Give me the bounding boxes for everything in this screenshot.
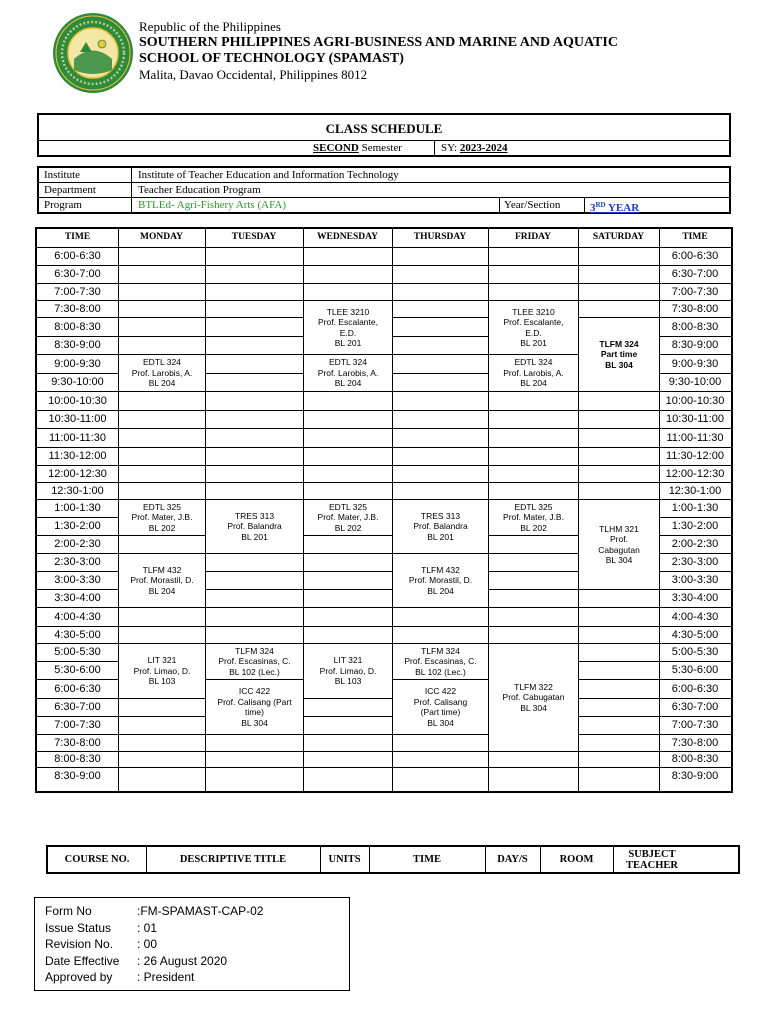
- country-text: Republic of the Philippines: [139, 19, 281, 34]
- class-block: [489, 644, 578, 751]
- class-block: [579, 318, 659, 391]
- header-time: TIME: [682, 232, 708, 242]
- time-cell-right: 4:00-4:30: [671, 610, 719, 623]
- department-label: Department: [44, 184, 96, 196]
- class-line: Prof. Cabugatan: [502, 692, 565, 703]
- header-thursday: THURSDAY: [413, 232, 467, 242]
- class-line: Prof. Larobis, A.: [131, 367, 193, 378]
- department-row: [39, 183, 729, 197]
- class-line: ICC 422: [238, 686, 271, 696]
- time-cell-left: 11:00-11:30: [48, 431, 107, 444]
- class-line: BL 204: [520, 378, 547, 389]
- grid-row-line: [37, 265, 731, 266]
- subject-col-header: COURSE NO.: [64, 854, 130, 865]
- header-wednesday: WEDNESDAY: [317, 232, 378, 242]
- form-label: Revision No.: [45, 937, 114, 951]
- header-friday: FRIDAY: [514, 232, 552, 242]
- school-year-text: [441, 141, 508, 155]
- time-cell-left: 2:00-2:30: [54, 538, 101, 550]
- time-cell-left: 3:30-4:00: [54, 592, 101, 604]
- time-cell-left: 12:30-1:00: [51, 484, 104, 497]
- school-address: Malita, Davao Occidental, Philippines 8012: [139, 67, 368, 82]
- year-section-label: Year/Section: [504, 199, 561, 211]
- class-line: BL 102 (Lec.): [229, 666, 280, 677]
- class-block: [304, 301, 392, 354]
- class-line: BL 202: [334, 522, 362, 533]
- class-line: BL 304: [605, 555, 633, 565]
- time-cell-right: 11:00-11:30: [666, 431, 724, 444]
- class-block: [489, 500, 578, 535]
- time-cell-left: 6:30-7:00: [54, 268, 101, 280]
- school-header: [139, 19, 618, 83]
- class-line: BL 304: [520, 702, 547, 713]
- class-line: Prof. Mater, J.B.: [131, 512, 193, 523]
- grid-row-line: [37, 428, 731, 429]
- semester-value: SECOND: [313, 142, 359, 154]
- school-name-line1: SOUTHERN PHILIPPINES AGRI-BUSINESS AND MARINE AND AQUATIC: [139, 35, 618, 50]
- subject-col-header: TIME: [412, 854, 441, 865]
- class-line: Part time: [600, 349, 638, 360]
- class-block: [119, 500, 205, 535]
- class-line: BL 201: [520, 338, 547, 348]
- class-line: TRES 313: [420, 510, 461, 521]
- time-cell-left: 7:30-8:00: [54, 302, 101, 315]
- time-cell-right: 7:00-7:30: [671, 285, 719, 298]
- time-cell-right: 4:30-5:00: [671, 628, 719, 641]
- time-cell-right: 10:00-10:30: [665, 394, 725, 407]
- sy-label: SY:: [441, 142, 458, 154]
- class-line: TLFM 324: [235, 645, 274, 656]
- time-cell-left: 1:30-2:00: [54, 520, 101, 532]
- header-monday: MONDAY: [140, 232, 183, 242]
- class-line: LIT 321: [147, 655, 177, 666]
- subject-col-divider: [540, 847, 541, 872]
- class-line: Prof. Limao, D.: [319, 665, 377, 676]
- program-value: BTLEd- Agri-Fishery Arts (AFA): [138, 199, 286, 211]
- subject-table-header: [46, 845, 740, 874]
- time-cell-right: 11:30-12:00: [666, 450, 724, 462]
- time-cell-right: 6:30-7:00: [671, 701, 719, 713]
- class-line: TLFM 432: [421, 564, 460, 575]
- class-line: BL 202: [148, 522, 176, 533]
- grid-row-line: [37, 283, 731, 284]
- time-cell-left: 8:30-9:00: [54, 339, 101, 351]
- time-cell-right: 3:30-4:00: [671, 592, 719, 604]
- class-line: Prof. Balandra: [227, 521, 282, 532]
- time-cell-right: 8:00-8:30: [671, 753, 719, 765]
- class-line: Prof. Balandra: [413, 521, 468, 532]
- subject-col-divider: [613, 847, 614, 872]
- institute-value: Institute of Teacher Education and Information Technology: [138, 169, 399, 181]
- class-line: BL 204: [334, 378, 362, 389]
- time-cell-right: 1:00-1:30: [671, 502, 719, 514]
- time-cell-right: 8:00-8:30: [671, 320, 719, 333]
- year-ordinal: RD: [595, 201, 606, 209]
- form-label: Issue Status: [45, 920, 112, 935]
- class-line: TLFM 432: [142, 564, 182, 575]
- class-line: Prof. Larobis, A.: [503, 367, 564, 378]
- class-line: TLFM 322: [514, 681, 553, 692]
- title-box: [37, 113, 731, 157]
- time-cell-right: 6:00-6:30: [671, 682, 719, 695]
- form-label: Form No: [45, 904, 92, 918]
- class-block: [489, 355, 578, 391]
- class-line: E.D.: [525, 327, 542, 338]
- time-cell-left: 10:00-10:30: [48, 394, 107, 407]
- class-line: BL 103: [334, 676, 362, 687]
- time-cell-right: 3:00-3:30: [671, 574, 719, 586]
- time-cell-left: 10:30-11:00: [48, 413, 107, 425]
- form-value: : President: [137, 970, 195, 984]
- class-line: Prof. Escasinas, C.: [218, 656, 291, 667]
- institute-label: Institute: [44, 169, 81, 181]
- institute-row: [39, 168, 729, 182]
- time-cell-right: 5:00-5:30: [671, 646, 719, 658]
- class-line: BL 201: [241, 531, 268, 542]
- class-line: Prof. Calisang (Part: [217, 696, 292, 707]
- class-line: Prof. Larobis, A.: [317, 367, 379, 378]
- time-cell-right: 12:00-12:30: [665, 467, 725, 480]
- class-line: TLFM 324: [599, 338, 639, 349]
- class-line: EDTL 324: [329, 357, 367, 368]
- document-title: CLASS SCHEDULE: [39, 115, 729, 141]
- time-cell-right: 7:30-8:00: [671, 302, 719, 315]
- class-block: [206, 500, 303, 553]
- header-time: TIME: [64, 232, 91, 242]
- class-line: TLHM 321: [599, 523, 639, 534]
- time-cell-left: 6:30-7:00: [54, 701, 101, 713]
- form-label: Date Effective: [45, 953, 120, 968]
- class-block: [393, 554, 488, 607]
- form-row: [45, 936, 345, 952]
- class-block: [206, 680, 303, 734]
- form-info-box: [34, 897, 350, 991]
- subject-col-divider: [146, 847, 147, 872]
- class-line: BL 102 (Lec.): [415, 666, 466, 677]
- program-info-box: [37, 166, 731, 214]
- class-line: BL 201: [334, 338, 362, 348]
- grid-row-line: [37, 767, 731, 768]
- class-line: TLFM 324: [421, 645, 460, 656]
- class-line: BL 304: [605, 359, 633, 370]
- grid-row-line: [37, 410, 731, 411]
- class-line: EDTL 325: [329, 501, 367, 512]
- time-cell-left: 6:00-6:30: [54, 682, 101, 695]
- time-cell-right: 10:30-11:00: [666, 413, 724, 425]
- time-cell-left: 11:30-12:00: [48, 450, 107, 462]
- class-line: Prof. Morastil, D.: [130, 575, 194, 586]
- class-line: Prof. Calisang: [413, 696, 468, 707]
- class-line: Prof. Mater, J.B.: [317, 512, 379, 523]
- time-cell-left: 9:00-9:30: [54, 357, 101, 370]
- class-line: Prof. Mater, J.B.: [503, 512, 564, 523]
- form-value: : 00: [137, 937, 158, 951]
- class-block: [206, 644, 303, 679]
- time-cell-left: 8:30-9:00: [54, 769, 101, 782]
- time-cell-left: 7:30-8:00: [54, 736, 101, 749]
- time-cell-left: 9:30-10:00: [51, 376, 104, 388]
- class-line: E.D.: [339, 327, 357, 338]
- class-line: TLEE 3210: [512, 306, 555, 317]
- grid-row-line: [37, 607, 731, 608]
- time-cell-left: 1:00-1:30: [54, 502, 101, 514]
- time-cell-right: 1:30-2:00: [671, 520, 719, 532]
- class-line: BL 204: [427, 585, 454, 596]
- sy-value: 2023-2024: [459, 142, 508, 154]
- subject-col-header: ROOM: [559, 854, 594, 865]
- grid-row-line: [37, 751, 731, 752]
- program-label: Program: [44, 199, 82, 211]
- form-row: [45, 920, 345, 936]
- subject-col-header: DAY/S: [497, 854, 528, 865]
- time-cell-right: 7:00-7:30: [671, 719, 719, 731]
- class-line: BL 201: [427, 531, 454, 542]
- program-row: [39, 198, 729, 212]
- class-block: [489, 301, 578, 354]
- class-line: TRES 313: [234, 510, 275, 521]
- form-row: [45, 969, 345, 985]
- time-cell-right: 8:30-9:00: [671, 769, 719, 782]
- subject-col-divider: [320, 847, 321, 872]
- form-value: : 01: [137, 920, 158, 935]
- class-line: (Part time): [420, 707, 461, 717]
- class-block: [119, 554, 205, 607]
- program-divider: [499, 198, 500, 213]
- header-tuesday: TUESDAY: [231, 232, 277, 242]
- time-cell-right: 2:30-3:00: [671, 556, 719, 568]
- header-saturday: SATURDAY: [592, 232, 645, 242]
- grid-row-line: [37, 716, 731, 717]
- year-number: 3: [590, 202, 596, 214]
- class-line: EDTL 325: [514, 501, 553, 512]
- class-line: Cabagutan: [598, 544, 640, 555]
- grid-row-line: [37, 447, 731, 448]
- class-block: [304, 355, 392, 391]
- class-line: BL 304: [427, 717, 454, 728]
- year-word: YEAR: [607, 202, 640, 214]
- class-line: Prof. Escalante,: [503, 317, 564, 327]
- class-line: BL 204: [148, 378, 176, 389]
- class-line: BL 202: [520, 522, 547, 533]
- class-line: TLEE 3210: [326, 306, 370, 317]
- semester-row: [39, 141, 729, 156]
- year-divider: [584, 198, 585, 213]
- class-line: Prof. Escalante,: [317, 317, 378, 327]
- grid-row-line: [37, 391, 731, 392]
- semester-divider: [434, 141, 435, 156]
- class-schedule-grid: [35, 227, 733, 793]
- class-block: [119, 355, 205, 391]
- time-cell-left: 8:00-8:30: [54, 753, 101, 765]
- department-value: Teacher Education Program: [138, 184, 261, 196]
- grid-row-line: [37, 734, 731, 735]
- time-cell-right: 6:30-7:00: [671, 268, 719, 280]
- class-block: [393, 500, 488, 553]
- class-line: Prof. Escasinas, C.: [404, 656, 477, 667]
- school-name-line2: SCHOOL OF TECHNOLOGY (SPAMAST): [139, 51, 404, 66]
- grid-row-line: [37, 465, 731, 466]
- time-cell-left: 4:00-4:30: [54, 610, 101, 623]
- class-line: LIT 321: [333, 655, 363, 666]
- class-line: EDTL 324: [514, 357, 553, 368]
- time-cell-left: 7:00-7:30: [54, 719, 101, 731]
- grid-row-line: [37, 698, 731, 699]
- form-label: Approved by: [45, 970, 113, 984]
- time-cell-left: 5:00-5:30: [54, 646, 101, 658]
- time-cell-right: 9:00-9:30: [671, 357, 719, 370]
- semester-text: [282, 141, 433, 155]
- time-cell-left: 3:00-3:30: [54, 574, 101, 586]
- semester-word: Semester: [361, 142, 402, 154]
- form-row: [45, 953, 345, 969]
- time-cell-left: 6:00-6:30: [54, 250, 101, 262]
- time-cell-left: 4:30-5:00: [54, 628, 101, 641]
- time-cell-right: 12:30-1:00: [668, 484, 722, 497]
- subject-col-divider: [485, 847, 486, 872]
- time-cell-right: 5:30-6:00: [671, 664, 719, 676]
- class-block: [304, 500, 392, 535]
- grid-row-line: [37, 247, 731, 248]
- class-block: [304, 644, 392, 698]
- class-block: [119, 644, 205, 698]
- grid-row-line: [37, 626, 731, 627]
- time-cell-right: 6:00-6:30: [671, 250, 719, 262]
- subject-col-header: UNITS: [328, 854, 361, 865]
- time-cell-right: 8:30-9:00: [671, 339, 719, 351]
- class-line: EDTL 324: [143, 357, 181, 368]
- class-line: ICC 422: [424, 686, 457, 696]
- class-line: BL 304: [241, 717, 268, 728]
- class-block: [393, 644, 488, 679]
- class-line: Prof. Morastil, D.: [408, 575, 473, 586]
- class-line: BL 204: [148, 585, 176, 596]
- class-block: [579, 500, 659, 589]
- time-cell-left: 7:00-7:30: [54, 285, 101, 298]
- time-cell-left: 5:30-6:00: [54, 664, 101, 676]
- form-row: [45, 903, 345, 919]
- subject-col-header: SUBJECT TEACHER: [626, 848, 678, 871]
- school-seal-logo: [52, 12, 134, 94]
- time-cell-right: 9:30-10:00: [668, 376, 722, 388]
- class-line: BL 103: [148, 676, 176, 687]
- seal-sun-shape: [98, 40, 106, 48]
- class-line: time): [245, 707, 264, 717]
- grid-row-line: [37, 482, 731, 483]
- subject-col-divider: [369, 847, 370, 872]
- form-value: : 26 August 2020: [137, 953, 228, 968]
- class-line: Prof. Limao, D.: [133, 665, 191, 676]
- time-cell-left: 12:00-12:30: [48, 467, 107, 480]
- time-cell-right: 2:00-2:30: [671, 538, 719, 550]
- form-value: :FM-SPAMAST-CAP-02: [137, 904, 264, 918]
- time-cell-right: 7:30-8:00: [671, 736, 719, 749]
- class-line: EDTL 325: [143, 501, 181, 512]
- year-section-value: [590, 198, 639, 215]
- time-cell-left: 2:30-3:00: [54, 556, 101, 568]
- time-cell-left: 8:00-8:30: [54, 320, 101, 333]
- class-line: Prof.: [610, 534, 628, 544]
- class-block: [393, 680, 488, 734]
- subject-col-header: DESCRIPTIVE TITLE: [179, 854, 287, 865]
